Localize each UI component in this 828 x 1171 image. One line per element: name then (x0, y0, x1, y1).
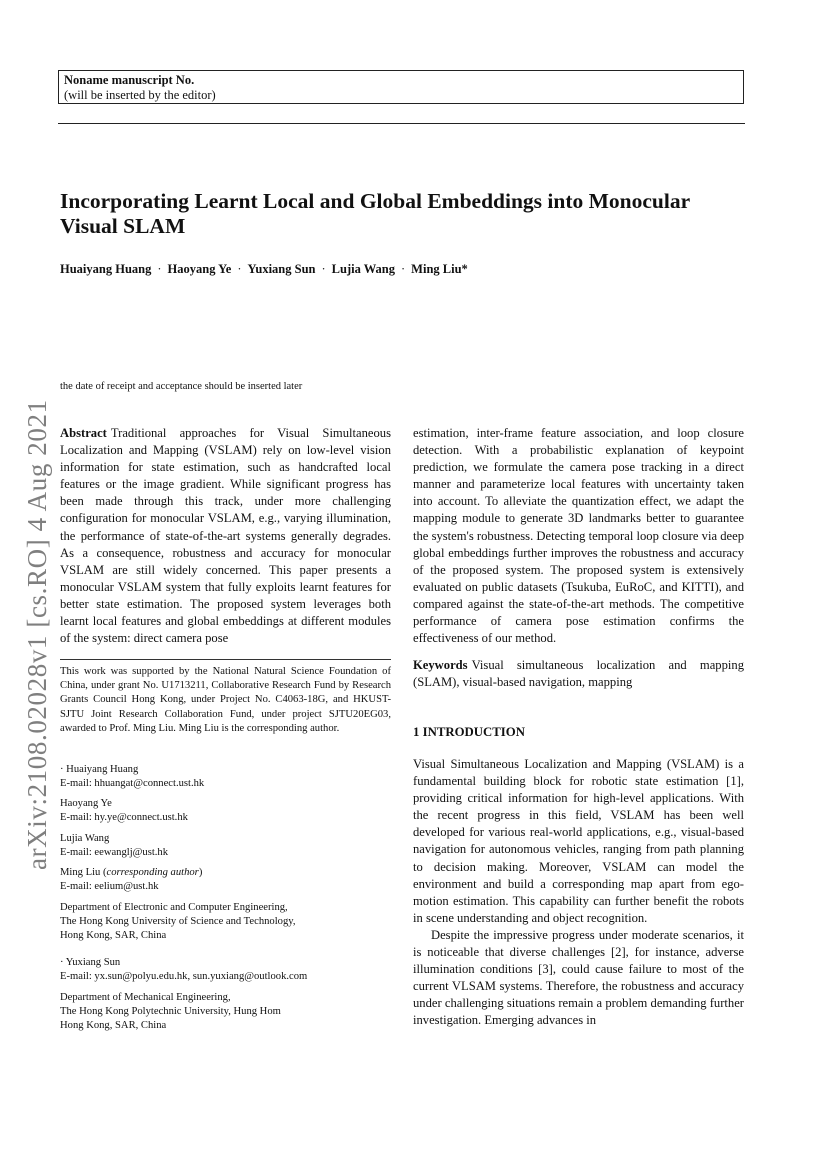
affiliation-department-polyu (60, 991, 391, 1034)
author-name: Huaiyang Huang (60, 262, 152, 276)
keywords (413, 657, 744, 691)
author-name: · Yuxiang Sun (60, 957, 121, 968)
address-line: Department of Electronic and Computer Engineering, (60, 902, 288, 913)
author-email: E-mail: eewanglj@ust.hk (60, 847, 169, 859)
abstract-right-column (413, 425, 744, 691)
affiliation-department-hkust (60, 901, 391, 944)
receipt-dates: the date of receipt and acceptance should be inserted later (60, 381, 303, 392)
address-line: Hong Kong, SAR, China (60, 1020, 167, 1032)
affiliation-wang (60, 832, 391, 860)
author-name: Ming Liu* (411, 262, 468, 276)
editor-note: (will be inserted by the editor) (64, 88, 216, 102)
corresponding-note: corresponding author (106, 867, 199, 878)
footnote-rule (60, 659, 391, 660)
keywords-text: Visual simultaneous localization and mapping (SLAM), visual-based navigation, mapping (413, 658, 744, 690)
introduction-body (413, 756, 744, 1030)
abstract-text: Traditional approaches for Visual Simultaneous Localization and Mapping (VSLAM) rely on low-level vision information for state estimation, such as handcrafted local features or the image gradient. While significant progress has been made through this track, under more challenging configuration for monocular VSLAM, e.g., varying illumination, the performance of state-of-the-art systems generally degrades. As a consequence, robustness and accuracy for monocular VSLAM are still widely concerned. This paper presents a monocular VSLAM system that fully exploits learnt features for better state estimation. The proposed system leverages both learnt local features and global embeddings at different modules of the system: direct camera pose (60, 426, 391, 646)
keywords-label: Keywords (413, 658, 468, 673)
liu-name: Ming Liu ( (60, 867, 107, 878)
address-line: Hong Kong, SAR, China (60, 930, 167, 942)
manuscript-header-box (58, 70, 744, 104)
abstract-left-column (60, 425, 391, 647)
affiliation-sun (60, 956, 391, 984)
author-name: · Huaiyang Huang (60, 764, 139, 775)
affiliation-ye (60, 797, 391, 825)
abstract-label: Abstract (60, 426, 107, 440)
author-email: E-mail: hy.ye@connect.ust.hk (60, 812, 188, 824)
intro-paragraph: Despite the impressive progress under moderate scenarios, it is noticeable that diverse challenges [2], for instance, adverse illumination conditions [3], could cause failure to most of the current VLSAM systems. Therefore, the robustness and accuracy under challenging situations remain a problem demanding further investigation. Emerging advances in (413, 927, 744, 1028)
section-heading: 1 INTRODUCTION (413, 725, 525, 739)
author-list: Huaiyang Huang · Haoyang Ye · Yuxiang Sun · Lujia Wang · Ming Liu* (60, 262, 468, 276)
manuscript-number: Noname manuscript No. (64, 73, 195, 87)
author-name: Lujia Wang (60, 833, 110, 844)
paper-title: Incorporating Learnt Local and Global Embeddings into Monocular Visual SLAM (60, 189, 690, 238)
author-name (60, 866, 391, 880)
address-line: The Hong Kong Polytechnic University, Hung Hom (60, 1006, 281, 1018)
header-rule (58, 123, 745, 124)
author-email: E-mail: yx.sun@polyu.edu.hk, sun.yuxiang@outlook.com (60, 971, 308, 983)
author-name: Haoyang Ye (60, 798, 112, 809)
intro-paragraph: Visual Simultaneous Localization and Mapping (VSLAM) is a fundamental building block for robotic state estimation [1], providing critical information for high-level applications. With the recent progress in this field, VSLAM has been well developed for various real-world applications, e.g., visual-based navigation for autonomous vehicles, ranging from path planning to decision making. Moreover, VSLAM can model the environment and build a corresponding map apart from ego-motion estimation. This capability can further benefit the robots in scene understanding and object recognition. (413, 757, 744, 925)
abstract-continued: estimation, inter-frame feature association, and loop closure detection. With a probabilistic explanation of keypoint prediction, we formulate the camera pose tracking in a direct manner and parameterize local features with uncertainty taken into account. To alleviate the quantization effect, we adapt the mapping module to generate 3D landmarks better to guarantee the system's robustness. Detecting temporal loop closure via deep global embeddings further improves the robustness and accuracy of the proposed system. The proposed system is extensively evaluated on public datasets (Tsukuba, EuRoC, and KITTI), and compared against the state-of-the-art methods. The competitive performance of camera pose estimation confirms the effectiveness of our method. (413, 426, 744, 646)
arxiv-stamp: arXiv:2108.02028v1 [cs.RO] 4 Aug 2021 (22, 399, 52, 870)
address-line: The Hong Kong University of Science and Technology, (60, 916, 296, 928)
liu-close: ) (198, 867, 203, 878)
author-name: Yuxiang Sun (247, 262, 316, 276)
author-name: Haoyang Ye (167, 262, 232, 276)
affiliation-liu (60, 866, 391, 894)
address-line: Department of Mechanical Engineering, (60, 992, 231, 1003)
affiliation-huang (60, 763, 391, 791)
author-email: E-mail: eelium@ust.hk (60, 881, 159, 893)
author-email: E-mail: hhuangat@connect.ust.hk (60, 778, 205, 790)
author-name: Lujia Wang (331, 262, 395, 276)
funding-footnote: This work was supported by the National Natural Science Foundation of China, under grant No. U1713211, Collaborative Research Fund by Research Grants Council Hong Kong, under Project No. C4063-18G, and HKUST-SJTU Joint Research Collaboration Fund, under project SJTU20EG03, awarded to Prof. Ming Liu. Ming Liu is the corresponding author. (60, 666, 391, 734)
